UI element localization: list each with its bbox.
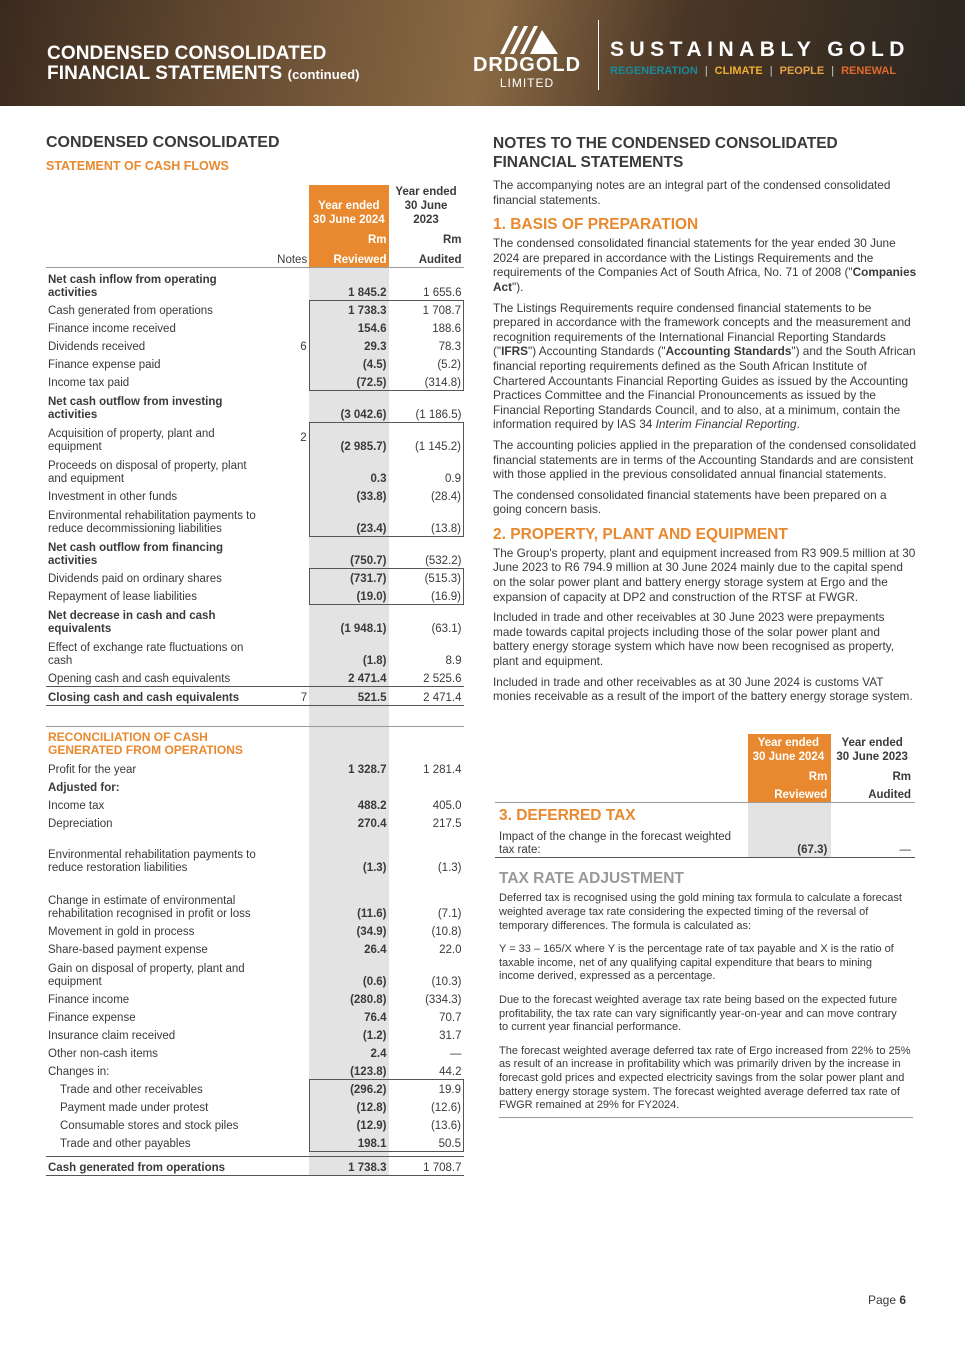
table-row: Income tax 488.2 405.0 xyxy=(46,795,464,813)
table-row: Dividends paid on ordinary shares (731.7) (515.3) xyxy=(46,568,464,586)
column-header-row xyxy=(46,185,464,227)
pillar-regeneration: REGENERATION xyxy=(610,65,698,77)
header-divider xyxy=(598,20,599,90)
table-row: Changes in: (123.8) 44.2 xyxy=(46,1061,464,1079)
recon-title: RECONCILIATION OF CASH GENERATED FROM OPERATIONS xyxy=(48,730,243,757)
section-heading-basis: 1. BASIS OF PREPARATION xyxy=(493,216,699,234)
unit-reviewed: Rm xyxy=(309,227,388,247)
table-row: Environmental rehabilitation payments to reduce restoration liabilities (1.3) (1.3) xyxy=(46,831,464,875)
table-row: Repayment of lease liabilities (19.0) (16.9) xyxy=(46,586,464,604)
col-reviewed-heading: Year ended 30 June 2024 xyxy=(309,185,388,227)
table-row: Net decrease in cash and cash equivalents (1 948.1) (63.1) xyxy=(46,604,464,636)
unit-row: Rm Rm xyxy=(495,764,915,784)
table-row: Finance income received 154.6 188.6 xyxy=(46,318,464,336)
table-row: Payment made under protest (12.8) (12.6) xyxy=(46,1097,464,1115)
table-row: Finance expense 76.4 70.7 xyxy=(46,1007,464,1025)
table-row: Net cash outflow from financing activities (750.7) (532.2) xyxy=(46,536,464,568)
table-row: Dividends received 6 29.3 78.3 xyxy=(46,336,464,354)
pillar-people: PEOPLE xyxy=(779,65,825,77)
table-row: Finance income (280.8) (334.3) xyxy=(46,989,464,1007)
cashflow-table xyxy=(46,185,464,1176)
table-row: Environmental rehabilitation payments to reduce decommissioning liabilities (23.4) (13.8) xyxy=(46,504,464,536)
header-title-line1: CONDENSED CONSOLIDATED xyxy=(47,43,327,64)
table-row: Adjusted for: xyxy=(46,777,464,795)
header-title xyxy=(47,44,360,85)
table-row: Consumable stores and stock piles (12.9) (13.6) xyxy=(46,1115,464,1133)
ppe-paragraph-2: Included in trade and other receivables at 30 June 2023 were prepayments made towards capital projects including those of the solar power plant and battery energy storage system which have now been recognised as property, plant and equipment. xyxy=(493,610,895,669)
notes-section xyxy=(493,134,917,1118)
table-row: Finance expense paid (4.5) (5.2) xyxy=(46,354,464,372)
pillar-climate: CLIMATE xyxy=(714,65,763,77)
ppe-paragraph-3: Included in trade and other receivables as at 30 June 2024 is customs VAT monies receivable as a result of the import of the battery energy storage system. xyxy=(493,674,913,704)
page-header xyxy=(0,0,965,106)
logo-name: DRDGOLD xyxy=(472,54,582,76)
table-row: Opening cash and cash equivalents 2 471.4 2 525.6 xyxy=(46,668,464,687)
table-row: Trade and other payables 198.1 50.5 xyxy=(46,1133,464,1151)
unit-row xyxy=(46,227,464,247)
pillar-separator: | xyxy=(769,65,773,77)
recon-header-row xyxy=(46,727,464,758)
header-title-suffix: (continued) xyxy=(287,67,360,82)
spacer-row xyxy=(46,706,464,727)
table-row: Cash generated from operations 1 738.3 1 708.7 xyxy=(46,300,464,318)
table-row: Profit for the year 1 328.7 1 281.4 xyxy=(46,757,464,777)
table-row: Investment in other funds (33.8) (28.4) xyxy=(46,486,464,504)
table-row: Impact of the change in the forecast weighted tax rate: (67.3) — xyxy=(495,825,915,858)
cashflow-subtitle: STATEMENT OF CASH FLOWS xyxy=(46,159,229,173)
table-row: Net cash outflow from investing activities (3 042.6) (1 186.5) xyxy=(46,390,464,422)
table-row: Net cash inflow from operating activities 1 845.2 1 655.6 xyxy=(46,268,464,301)
logo-mountain-icon xyxy=(462,20,592,56)
table-row: Acquisition of property, plant and equipment 2 (2 985.7) (1 145.2) xyxy=(46,422,464,454)
pillar-renewal: RENEWAL xyxy=(841,65,897,77)
deferred-tax-table xyxy=(495,734,915,858)
cashflow-title: CONDENSED CONSOLIDATED xyxy=(46,134,280,151)
table-row-total: Cash generated from operations 1 738.3 1 708.7 xyxy=(46,1157,464,1176)
ppe-paragraph-1: The Group's property, plant and equipment increased from R3 909.5 million at 30 June 2023 to R6 794.9 million at 30 June 2024 mainly due to the capital spend on the solar power plant and battery energy storage system at Ergo and the expansion of capacity at DP2 and construction of the RTSF at FWGR. xyxy=(493,545,916,604)
basis-paragraph-2: The Listings Requirements require condensed financial statements to be prepared in accordance with the framework concepts and the measurement and recognition requirements of the International Financial Reporting Standards ("IFRS") Accounting Standards ("Accounting Standards") and the South African financial reporting requirements defined as the South African Institute of Chartered Accountants Financial Reporting Guides as issued by the Accounting Practices Committee and the Financial Pronouncements as issued by the Financial Reporting Standards Council, and to also, at a minimum, contain the information required by IAS 34 Interim Financial Reporting. xyxy=(493,300,916,432)
basis-paragraph-4: The condensed consolidated financial statements have been prepared on a going concern basis. xyxy=(493,487,887,517)
table-row: Insurance claim received (1.2) 31.7 xyxy=(46,1025,464,1043)
status-row xyxy=(46,247,464,268)
header-pillars xyxy=(610,65,896,77)
table-row: Gain on disposal of property, plant and equipment (0.6) (10.3) xyxy=(46,957,464,989)
table-row: Movement in gold in process (34.9) (10.8) xyxy=(46,921,464,939)
header-tagline: SUSTAINABLY GOLD xyxy=(610,38,910,61)
pillar-separator: | xyxy=(704,65,708,77)
tax-rate-heading: TAX RATE ADJUSTMENT xyxy=(499,869,684,887)
section-heading-deferred-tax: 3. DEFERRED TAX xyxy=(499,806,636,824)
table-row: Change in estimate of environmental rehabilitation recognised in profit or loss (11.6) (7.1) xyxy=(46,875,464,921)
table-row: Trade and other receivables (296.2) 19.9 xyxy=(46,1079,464,1097)
table-row: Proceeds on disposal of property, plant and equipment 0.3 0.9 xyxy=(46,454,464,486)
tax-paragraph-4: The forecast weighted average deferred tax rate of Ergo increased from 22% to 25% as result of an increase in profitability which was primarily driven by the increase in forecast gold prices and expected electricity savings from the solar power plant and battery energy storage system. The forecast weighted average deferred tax rate of FWGR remained at 29% for FY2024. xyxy=(499,1045,913,1118)
tax-paragraph-3: Due to the forecast weighted average tax rate being based on the expected future profitability, the tax rate can vary significantly year-on-year and can move contrary to current year financial performance. xyxy=(499,993,898,1034)
basis-paragraph-1: The condensed consolidated financial statements for the year ended 30 June 2024 are prepared in accordance with the Listings Requirements and the requirements of the Companies Act of South Africa, No. 71 of 2008 ("Companies Act"). xyxy=(493,236,917,294)
logo-sub: LIMITED xyxy=(499,76,555,90)
notes-heading: Notes xyxy=(277,254,308,266)
table-row: Effect of exchange rate fluctuations on cash (1.8) 8.9 xyxy=(46,636,464,668)
deferred-tax-heading-row xyxy=(495,802,915,825)
status-row: Reviewed Audited xyxy=(495,784,915,803)
tax-paragraph-2: Y = 33 – 165/X where Y is the percentage rate of tax payable and X is the ratio of taxable income, net of any qualifying capital expenditure that bears to mining income derived, expressed as a percentage. xyxy=(499,943,894,983)
column-header-row: Year ended 30 June 2024 Year ended 30 June 2023 xyxy=(495,734,915,764)
col-audited-heading: Year ended 30 June 2023 xyxy=(395,186,457,226)
table-row-total: Closing cash and cash equivalents 7 521.5 2 471.4 xyxy=(46,687,464,706)
header-title-line2: FINANCIAL STATEMENTS xyxy=(47,63,283,84)
reviewed-heading: Reviewed xyxy=(309,247,388,268)
tax-paragraph-1: Deferred tax is recognised using the gold mining tax formula to calculate a forecast weighted average tax rate considering the expected timing of the reversal of temporary differences. The formula is calculated as: xyxy=(499,892,902,932)
section-heading-ppe: 2. PROPERTY, PLANT AND EQUIPMENT xyxy=(493,525,788,543)
table-row: Depreciation 270.4 217.5 xyxy=(46,813,464,831)
pillar-separator: | xyxy=(831,65,835,77)
table-row: Other non-cash items 2.4 — xyxy=(46,1043,464,1061)
notes-intro: The accompanying notes are an integral part of the condensed consolidated financial statements. xyxy=(493,178,891,207)
table-row: Income tax paid (72.5) (314.8) xyxy=(46,372,464,390)
cashflow-section xyxy=(46,134,464,1176)
notes-title: NOTES TO THE CONDENSED CONSOLIDATED FINANCIAL STATEMENTS xyxy=(493,135,838,171)
page-number: Page 6 xyxy=(868,1293,907,1307)
audited-heading: Audited xyxy=(418,254,462,266)
unit-audited: Rm xyxy=(442,234,462,246)
basis-paragraph-3: The accounting policies applied in the preparation of the condensed consolidated financial statements are in terms of the Accounting Standards and are consistent with those applied in the previous consolidated annual financial statements. xyxy=(493,437,917,482)
table-row: Share-based payment expense 26.4 22.0 xyxy=(46,939,464,957)
drdgold-logo xyxy=(462,20,592,90)
